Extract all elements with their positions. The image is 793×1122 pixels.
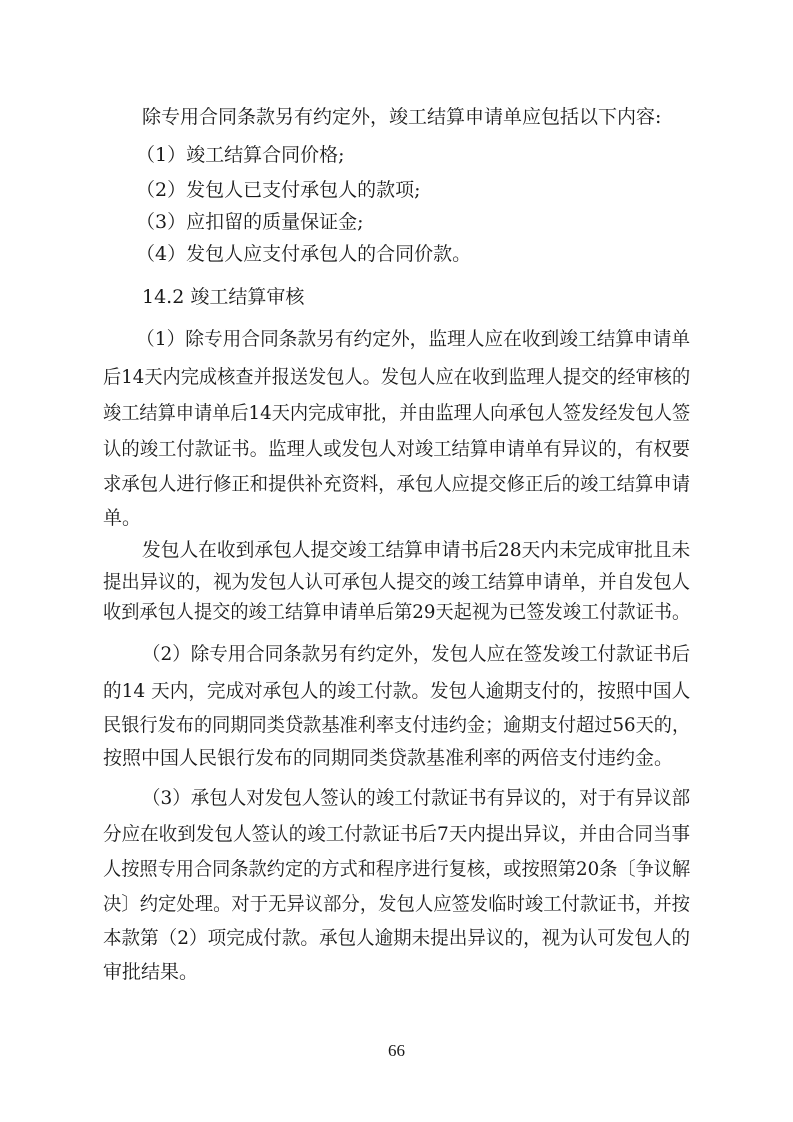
paragraph-line: （3）承包人对发包人签认的竣工付款证书有异议的，对于有异议部 xyxy=(142,787,691,809)
paragraph-line: 认的竣工付款证书。监理人或发包人对竣工结算申请单有异议的，有权要 xyxy=(103,438,691,460)
paragraph-line: 决〕约定处理。对于无异议部分，发包人应签发临时竣工付款证书，并按 xyxy=(103,893,691,915)
section-heading: 14.2 竣工结算审核 xyxy=(142,286,305,308)
paragraph-line: 本款第（2）项完成付款。承包人逾期未提出异议的，视为认可发包人的 xyxy=(103,927,691,949)
paragraph-line: 的14 天内，完成对承包人的竣工付款。发包人逾期支付的，按照中国人 xyxy=(103,680,691,702)
paragraph-line: （1）除专用合同条款另有约定外，监理人应在收到竣工结算申请单 xyxy=(136,328,691,350)
list-item: （2）发包人已支付承包人的款项; xyxy=(136,179,421,201)
intro-text: 除专用合同条款另有约定外，竣工结算申请单应包括以下内容: xyxy=(142,106,662,128)
paragraph-line: 竣工结算申请单后14天内完成审批，并由监理人向承包人签发经发包人签 xyxy=(103,402,691,424)
paragraph-line: 求承包人进行修正和提供补充资料，承包人应提交修正后的竣工结算申请 xyxy=(103,473,691,495)
list-item: （3）应扣留的质量保证金; xyxy=(136,211,364,233)
paragraph-line: 单。 xyxy=(103,507,142,529)
paragraph-line: （2）除专用合同条款另有约定外，发包人应在签发竣工付款证书后 xyxy=(142,643,691,665)
paragraph-line: 人按照专用合同条款约定的方式和程序进行复核，或按照第20条〔争议解 xyxy=(103,858,691,880)
paragraph-line: 民银行发布的同期同类贷款基准利率支付违约金；逾期支付超过56天的， xyxy=(103,714,691,736)
paragraph-line: 后14天内完成核查并报送发包人。发包人应在收到监理人提交的经审核的 xyxy=(103,366,691,388)
paragraph-line: 提出异议的，视为发包人认可承包人提交的竣工结算申请单，并自发包人 xyxy=(103,571,691,593)
paragraph-line: 收到承包人提交的竣工结算申请单后第29天起视为已签发竣工付款证书。 xyxy=(103,601,691,623)
paragraph-line: 发包人在收到承包人提交竣工结算申请书后28天内未完成审批且未 xyxy=(142,539,691,561)
list-item: （1）竣工结算合同价格; xyxy=(136,144,345,166)
list-item: （4）发包人应支付承包人的合同价款。 xyxy=(136,243,472,265)
page-number: 66 xyxy=(388,1041,405,1060)
paragraph-line: 审批结果。 xyxy=(103,961,199,983)
paragraph-line: 按照中国人民银行发布的同期同类贷款基准利率的两倍支付违约金。 xyxy=(103,747,674,769)
paragraph-line: 分应在收到发包人签认的竣工付款证书后7天内提出异议，并由合同当事 xyxy=(103,823,691,845)
